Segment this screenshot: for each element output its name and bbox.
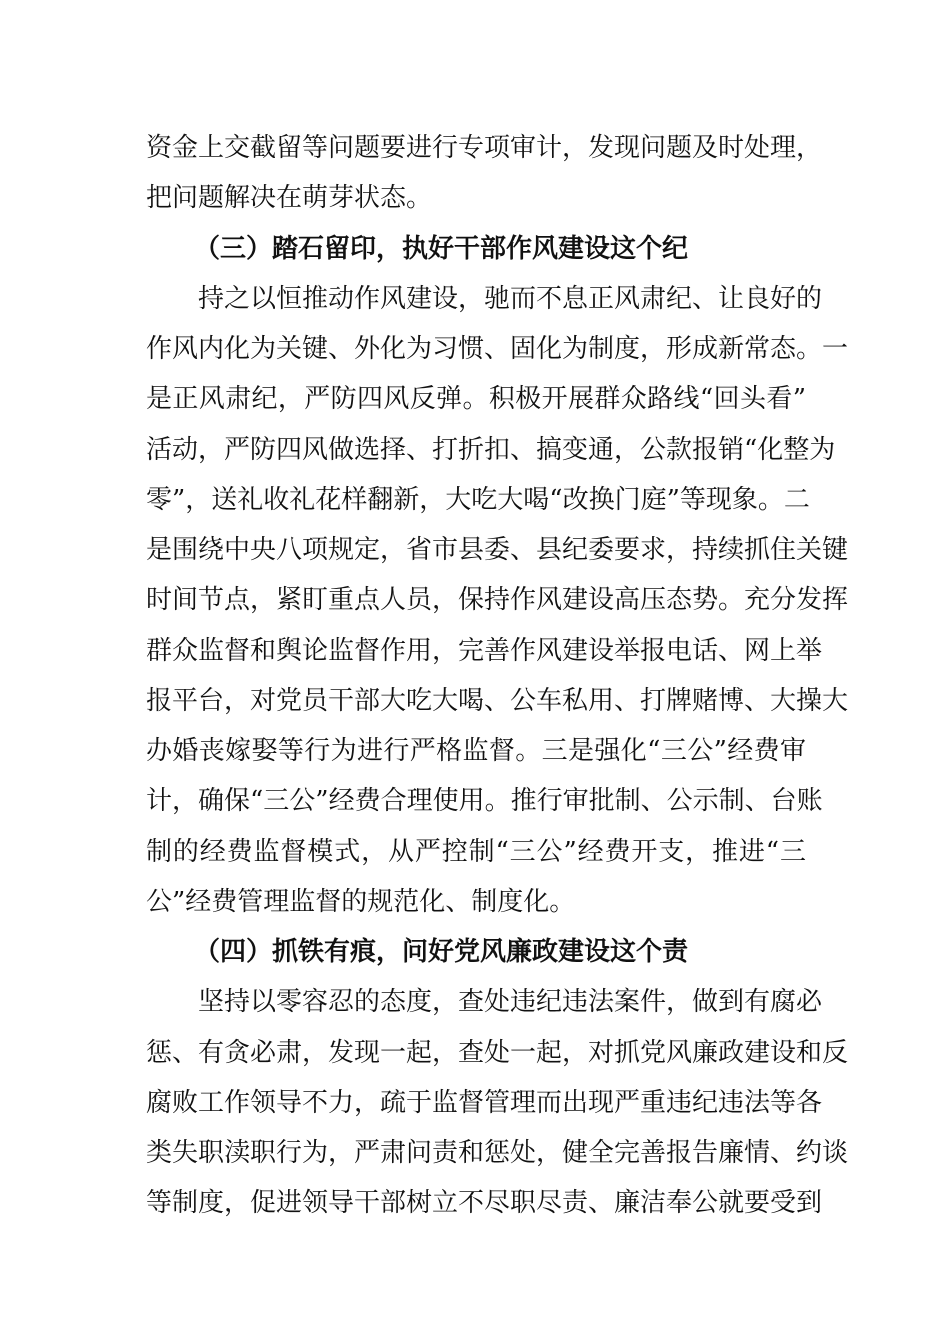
- paragraph-line: 是围绕中央八项规定，省市县委、县纪委要求，持续抓住关键: [146, 535, 849, 565]
- paragraph-line: 公”经费管理监督的规范化、制度化。: [146, 887, 576, 917]
- paragraph-line: 活动，严防四风做选择、打折扣、搞变通，公款报销“化整为: [146, 435, 836, 465]
- paragraph-line: 类失职渎职行为，严肃问责和惩处，健全完善报告廉情、约谈: [146, 1138, 849, 1168]
- section-heading-4: （四）抓铁有痕，问好党风廉政建设这个责: [194, 937, 689, 967]
- paragraph-line: 办婚丧嫁娶等行为进行严格监督。三是强化“三公”经费审: [146, 736, 806, 766]
- paragraph-line: 报平台，对党员干部大吃大喝、公车私用、打牌赌博、大操大: [146, 686, 849, 716]
- paragraph-line: 惩、有贪必肃，发现一起，查处一起，对抓党风廉政建设和反: [146, 1038, 849, 1068]
- paragraph-line: 资金上交截留等问题要进行专项审计，发现问题及时处理，: [146, 133, 823, 163]
- paragraph-line: 腐败工作领导不力，疏于监督管理而出现严重违纪违法等各: [146, 1088, 823, 1118]
- paragraph-line: 作风内化为关键、外化为习惯、固化为制度，形成新常态。一: [146, 334, 849, 364]
- paragraph-line: 把问题解决在萌芽状态。: [146, 183, 433, 213]
- paragraph-line: 零”，送礼收礼花样翻新，大吃大喝“改换门庭”等现象。二: [146, 485, 810, 515]
- paragraph-line: 时间节点，紧盯重点人员，保持作风建设高压态势。充分发挥: [146, 585, 849, 615]
- paragraph-line: 持之以恒推动作风建设，驰而不息正风肃纪、让良好的: [198, 284, 823, 314]
- paragraph-line: 制的经费监督模式，从严控制“三公”经费开支，推进“三: [146, 837, 806, 867]
- section-heading-3: （三）踏石留印，执好干部作风建设这个纪: [194, 234, 689, 264]
- paragraph-line: 群众监督和舆论监督作用，完善作风建设举报电话、网上举: [146, 636, 823, 666]
- paragraph-line: 坚持以零容忍的态度，查处违纪违法案件，做到有腐必: [198, 987, 823, 1017]
- paragraph-line: 计，确保“三公”经费合理使用。推行审批制、公示制、台账: [146, 786, 823, 816]
- paragraph-line: 是正风肃纪，严防四风反弹。积极开展群众路线“回头看”: [146, 384, 806, 414]
- paragraph-line: 等制度，促进领导干部树立不尽职尽责、廉洁奉公就要受到: [146, 1188, 823, 1218]
